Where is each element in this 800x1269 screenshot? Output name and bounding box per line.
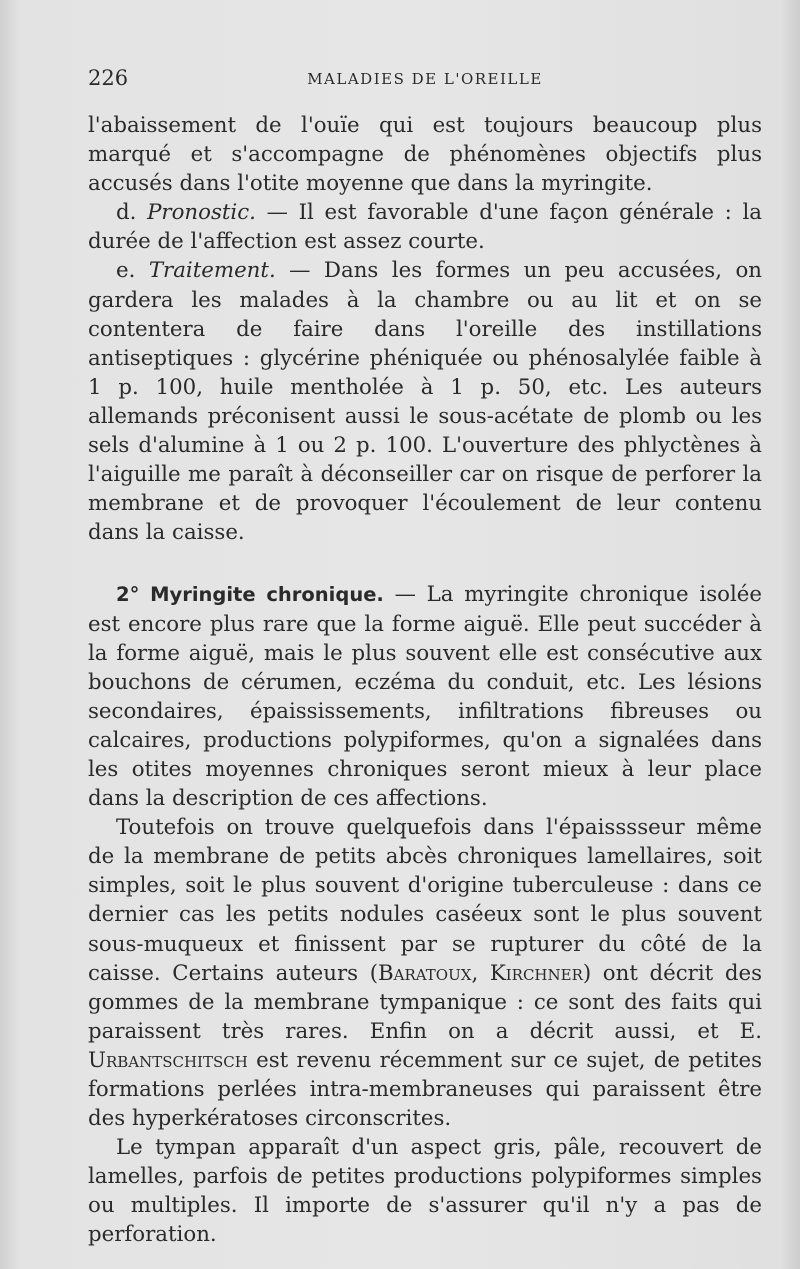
section-term: Traitement. [148,258,276,284]
section-term: Pronostic. [147,200,256,226]
paragraph-pronostic [88,198,762,256]
paragraph-text: — Il est favorable d'une façon générale : la durée de l'affection est assez courte. [88,200,762,255]
paragraph-text: ) ont décrit des gommes de la membrane tympanique : ce sont des faits qui paraissent très rares. Enfin on a décrit aussi, et E. [88,960,763,1044]
section-gap [88,547,762,580]
author-name: Kirchner [489,960,583,986]
section-label: e. [116,258,149,284]
section-heading: 2° Myringite chronique. [116,583,384,607]
author-name: Urbantschitsch [88,1047,248,1073]
page-number: 226 [88,66,129,90]
paragraph-continuation: l'abaissement de l'ouïe qui est toujours beaucoup plus marqué et s'accompagne de phénomènes objectifs plus accusés dans l'otite moyenne que dans la myringite. [88,113,762,197]
paragraph-text: — La myringite chronique isolée est encore plus rare que la forme aiguë. Elle peut succéder à la forme aiguë, mais le plus souvent elle est consécutive aux bouchons de cérumen, eczéma du conduit, etc. Les lésions secondaires, épaississements, infiltrations fibreuses ou calcaires, productions polypiformes, qu'on a signalées dans les otites moyennes chroniques seront mieux à leur place dans la description de ces affections. [88,582,762,812]
author-name: Baratoux [378,960,472,986]
separator: , [471,960,490,986]
paragraph-myringite-chronique [88,580,762,813]
paragraph-tympan: Le tympan apparaît d'un aspect gris, pâle, recouvert de lamelles, parfois de petites productions polypiformes simples ou multiples. Il importe de s'assurer qu'il n'y a pas de perforation. [88,1135,762,1248]
paragraph-text: — Dans les formes un peu accusées, on gardera les malades à la chambre ou au lit et on se contentera de faire dans l'oreille des instillations antiseptiques : glycérine phéniquée ou phénosalylée faible à 1 p. 100, huile mentholée à 1 p. 50, etc. Les auteurs allemands préconisent aussi le sous-acétate de plomb ou les sels d'alumine à 1 ou 2 p. 100. L'ouverture des phlyctènes à l'aiguille me paraît à déconseiller car on risque de perforer la membrane et de provoquer l'écoulement de leur contenu dans la caisse. [88,258,762,546]
paragraph-toutefois [88,813,762,1133]
running-head: MALADIES DE L'OREILLE [307,70,543,88]
paragraph-text: Toutefois on trouve quelquefois dans l'épaisssseur même de la membrane de petits abcès chroniques lamellaires, soit simples, soit le plus souvent d'origine tuberculeuse : dans ce dernier cas les petits nodules caséeux sont le plus souvent sous-muqueux et finissent par se rupturer du côté de la caisse. Certains auteurs ( [88,815,762,986]
page-body [88,111,762,1250]
section-label: d. [116,200,148,226]
page-header [88,66,762,96]
paragraph-text: est revenu récemment sur ce sujet, de petites formations perlées intra-membraneuses qui paraissent être des hyperkératoses circonscrites. [88,1047,762,1132]
paragraph-traitement [88,256,762,547]
